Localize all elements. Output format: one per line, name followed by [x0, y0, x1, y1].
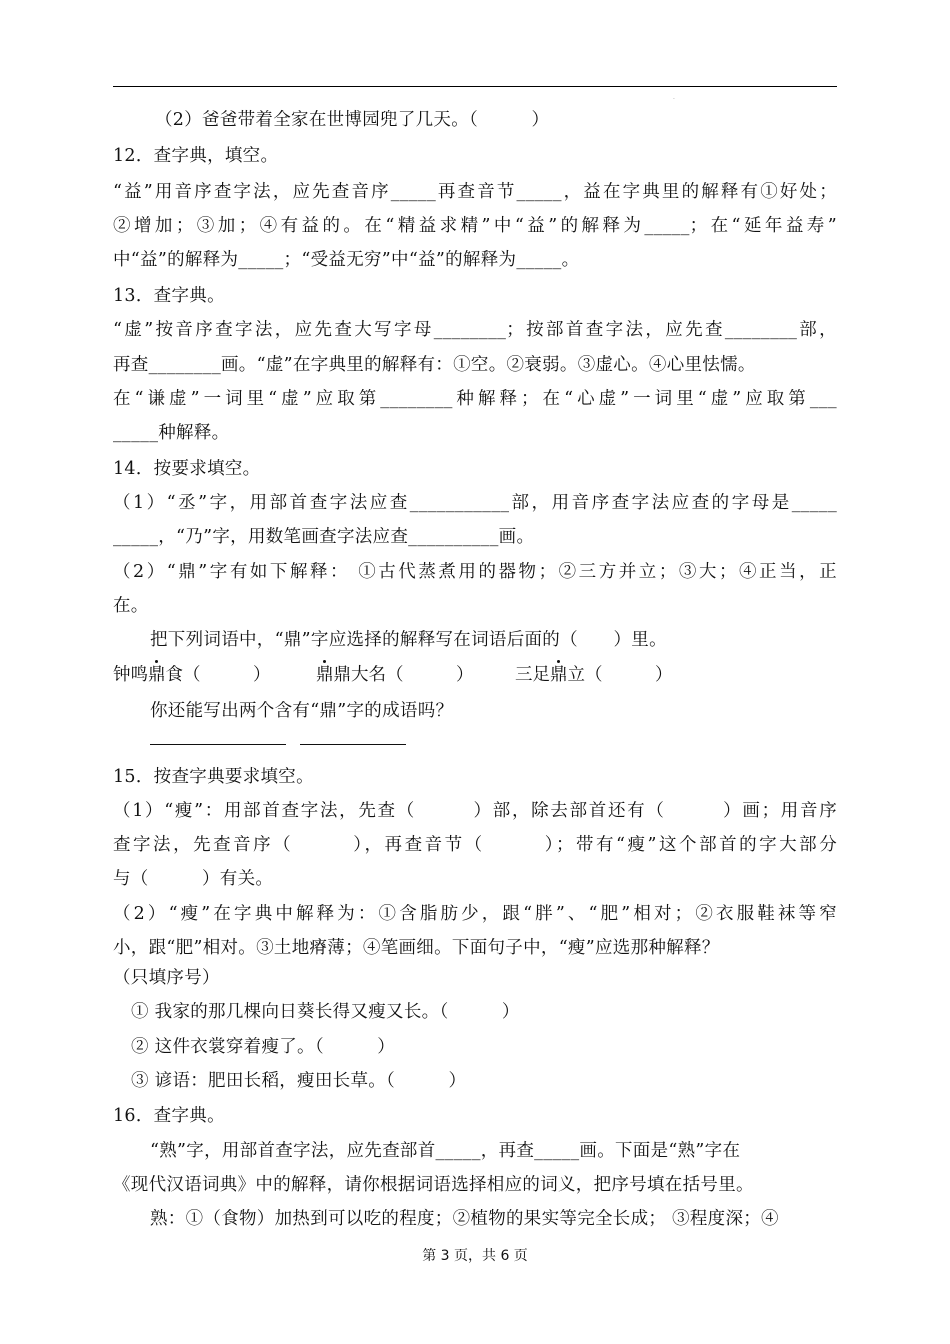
q14-idiom-prompt: 你还能写出两个含有“鼎”字的成语吗？ [150, 701, 454, 721]
q12-line-2: ②增加；③加；④有益的。在“精益求精”中“益”的解释为_____；在“延年益寿” [113, 216, 837, 236]
word-zhongmingdingshi: 钟鸣鼎食（ ） [113, 665, 271, 685]
q15-heading: 15．按查字典要求填空。 [113, 767, 314, 787]
q14-item-1-line-2: _____，“乃”字，用数笔画查字法应查__________画。 [113, 527, 535, 547]
q14-heading: 14．按要求填空。 [113, 459, 261, 479]
q14-instruction: 把下列词语中，“鼎”字应选择的解释写在词语后面的（ ）里。 [150, 630, 667, 650]
scan-mark: · [673, 96, 675, 103]
header-rule [113, 86, 837, 87]
q12-heading: 12．查字典，填空。 [113, 146, 279, 166]
q13-line-3: 在“谦虚”一词里“虚”应取第________种解释；在“心虚”一词里“虚”应取第___ [113, 389, 837, 409]
q13-line-2: 再查________画。“虚”在字典里的解释有：①空。②衰弱。③虚心。④心里怯懦。 [113, 355, 756, 375]
q16-heading: 16．查字典。 [113, 1106, 225, 1126]
q12-line-1: “益”用音序查字法，应先查音序_____再查音节_____，益在字典里的解释有①好处； [113, 182, 837, 202]
word-sanzudingli: 三足鼎立（ ） [515, 665, 673, 685]
q15-sentence-3: ③ 谚语：肥田长稻，瘦田长草。（ ） [131, 1071, 467, 1091]
q15-item-1-line-3: 与（ ）有关。 [113, 869, 274, 889]
q13-line-1: “虚”按音序查字法，应先查大写字母________；按部首查字法，应先查________部， [113, 320, 837, 340]
q15-item-1-line-2: 查字法，先查音序（ ），再查音节（ ）；带有“瘦”这个部首的字大部分 [113, 835, 837, 855]
q14-item-2-line-1: （2）“鼎”字有如下解释： ①古代蒸煮用的器物；②三方并立；③大；④正当，正 [113, 562, 837, 582]
q15-item-1-line-1: （1）“瘦”：用部首查字法，先查（ ）部，除去部首还有（ ）画；用音序 [113, 801, 837, 821]
q15-item-2-line-2: 小，跟“肥”相对。③土地瘠薄；④笔画细。下面句子中，“瘦”应选那种解释？ [113, 938, 720, 958]
q15-sentence-2: ② 这件衣裳穿着瘦了。（ ） [131, 1037, 396, 1057]
page-number-footer: 第 3 页，共 6 页 [422, 1248, 528, 1264]
word-dingdingdaming: 鼎鼎大名（ ） [316, 665, 474, 685]
q15-item-2-line-1: （2）“瘦”在字典中解释为：①含脂肪少，跟“胖”、“肥”相对；②衣服鞋袜等窄 [113, 904, 837, 924]
q14-item-2-line-2: 在。 [113, 596, 149, 616]
q15-item-2-note: （只填序号） [113, 968, 220, 988]
idiom-answer-blank-2[interactable] [300, 744, 406, 745]
idiom-answer-blank-1[interactable] [150, 744, 286, 745]
q16-line-3: 熟：①（食物）加热到可以吃的程度；②植物的果实等完全长成； ③程度深；④ [150, 1209, 779, 1229]
q13-line-4: _____种解释。 [113, 423, 230, 443]
q14-item-1-line-1: （1）“丞”字，用部首查字法应查___________部，用音序查字法应查的字母是_____ [113, 493, 837, 513]
q15-sentence-1: ① 我家的那几棵向日葵长得又瘦又长。（ ） [131, 1002, 520, 1022]
q13-heading: 13．查字典。 [113, 286, 225, 306]
q11-item-2: （2）爸爸带着全家在世博园兜了几天。（ ） [155, 110, 550, 130]
q12-line-3: 中“益”的解释为_____；“受益无穷”中“益”的解释为_____。 [113, 250, 580, 270]
q16-line-2: 《现代汉语词典》中的解释，请你根据词语选择相应的词义，把序号填在括号里。 [113, 1175, 754, 1195]
q16-line-1: “熟”字，用部首查字法，应先查部首_____，再查_____画。下面是“熟”字在 [150, 1141, 741, 1161]
